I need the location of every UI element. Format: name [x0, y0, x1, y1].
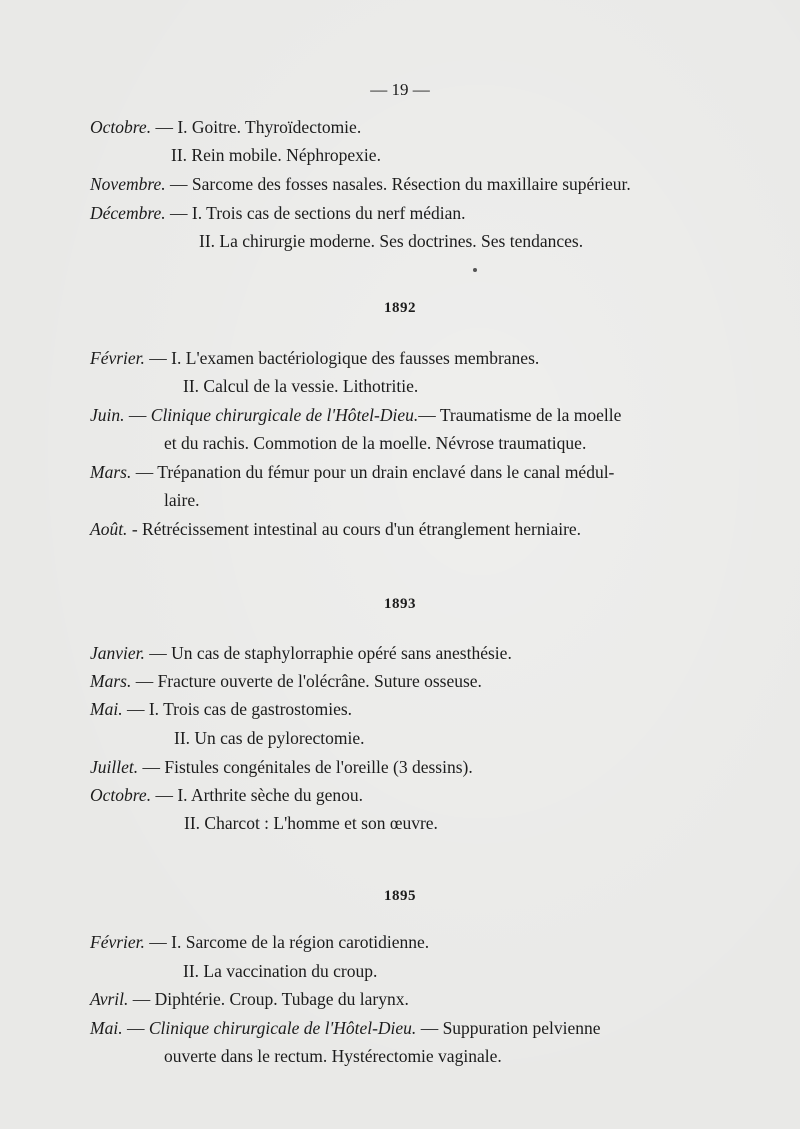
- entry-continuation: laire.: [164, 490, 200, 510]
- entry-line: [90, 1017, 601, 1039]
- entry-continuation: ouverte dans le rectum. Hystérectomie vaginale.: [164, 1046, 502, 1066]
- month-label: Juillet.: [90, 757, 139, 777]
- page-number: — 19 —: [370, 80, 430, 99]
- dash-separator: —: [151, 785, 178, 805]
- entry-line: [90, 698, 352, 720]
- entry-text: Fracture ouverte de l'olécrâne. Suture osseuse.: [157, 671, 482, 691]
- entry-line: [90, 461, 614, 483]
- month-label: Mars.: [90, 671, 132, 691]
- dash-separator: —: [131, 671, 158, 691]
- month-label: Novembre.: [90, 174, 166, 194]
- entry-continuation: II. Un cas de pylorectomie.: [174, 728, 365, 748]
- entry-line: [90, 347, 539, 369]
- month-label: Octobre.: [90, 785, 152, 805]
- entry-text: Un cas de staphylorraphie opéré sans anesthésie.: [171, 643, 512, 663]
- dash-separator: —: [144, 932, 172, 952]
- entry-line: [90, 670, 482, 692]
- entry-line: [90, 988, 409, 1010]
- dash-separator: —: [165, 203, 192, 223]
- month-label: Février.: [90, 348, 145, 368]
- entry-text: Trépanation du fémur pour un drain enclavé dans le canal médul-: [157, 462, 615, 482]
- entry-continuation: II. Calcul de la vessie. Lithotritie.: [183, 376, 419, 396]
- entry-continuation: II. Rein mobile. Néphropexie.: [171, 145, 381, 165]
- dash-separator: —: [122, 699, 149, 719]
- month-label: Janvier.: [90, 643, 145, 663]
- entry-text: I. Trois cas de sections du nerf médian.: [191, 203, 466, 223]
- dash-separator: —: [124, 405, 151, 425]
- entry-line: [90, 404, 621, 426]
- year-heading: 1895: [384, 888, 416, 904]
- month-label: Mai.: [90, 699, 123, 719]
- entry-continuation: II. La vaccination du croup.: [183, 961, 378, 981]
- month-label: Août.: [90, 519, 128, 539]
- entry-line: [90, 518, 581, 540]
- entry-line: [90, 173, 631, 195]
- entry-text: I. Trois cas de gastrostomies.: [148, 699, 353, 719]
- entry-continuation: II. La chirurgie moderne. Ses doctrines. Ses tendances.: [199, 231, 584, 251]
- clinic-title: Clinique chirurgicale de l'Hôtel-Dieu.: [150, 405, 419, 425]
- month-label: Avril.: [90, 989, 129, 1009]
- dash-separator: —: [131, 462, 158, 482]
- clinic-title: Clinique chirurgicale de l'Hôtel-Dieu.: [148, 1018, 417, 1038]
- entry-text: Sarcome des fosses nasales. Résection du maxillaire supérieur.: [191, 174, 631, 194]
- dash-separator: —: [416, 1018, 443, 1038]
- dash-separator: —: [128, 989, 155, 1009]
- entry-text: Rétrécissement intestinal au cours d'un étranglement herniaire.: [142, 519, 582, 539]
- entry-line: [90, 642, 512, 664]
- month-label: Décembre.: [90, 203, 166, 223]
- entry-line: [90, 202, 466, 224]
- entry-text: Diphtérie. Croup. Tubage du larynx.: [154, 989, 409, 1009]
- entry-text: I. Goitre. Thyroïdectomie.: [177, 117, 362, 137]
- year-heading: 1893: [384, 596, 416, 612]
- month-label: Octobre.: [90, 117, 152, 137]
- entry-text: I. Sarcome de la région carotidienne.: [171, 932, 430, 952]
- entry-text: I. Arthrite sèche du genou.: [177, 785, 363, 805]
- year-heading: 1892: [384, 300, 416, 316]
- entry-text: Traumatisme de la moelle: [439, 405, 622, 425]
- entry-line: [90, 756, 473, 778]
- ink-speck: [473, 268, 477, 272]
- dash-separator: —: [144, 643, 172, 663]
- entry-text: Fistules congénitales de l'oreille (3 dessins).: [164, 757, 473, 777]
- dash-separator: —: [151, 117, 178, 137]
- month-label: Mai.: [90, 1018, 123, 1038]
- entry-continuation: et du rachis. Commotion de la moelle. Névrose traumatique.: [164, 433, 587, 453]
- entry-continuation: II. Charcot : L'homme et son œuvre.: [184, 813, 438, 833]
- month-label: Février.: [90, 932, 145, 952]
- dash-separator: -: [127, 519, 143, 539]
- entry-line: [90, 931, 429, 953]
- month-label: Mars.: [90, 462, 132, 482]
- month-label: Juin.: [90, 405, 125, 425]
- entry-text: Suppuration pelvienne: [442, 1018, 601, 1038]
- dash-separator: —: [144, 348, 172, 368]
- dash-separator: —: [165, 174, 192, 194]
- entry-text: I. L'examen bactériologique des fausses membranes.: [171, 348, 540, 368]
- dash-separator: —: [138, 757, 165, 777]
- entry-line: [90, 116, 361, 138]
- dash-separator: —: [418, 405, 440, 425]
- dash-separator: —: [122, 1018, 149, 1038]
- entry-line: [90, 784, 363, 806]
